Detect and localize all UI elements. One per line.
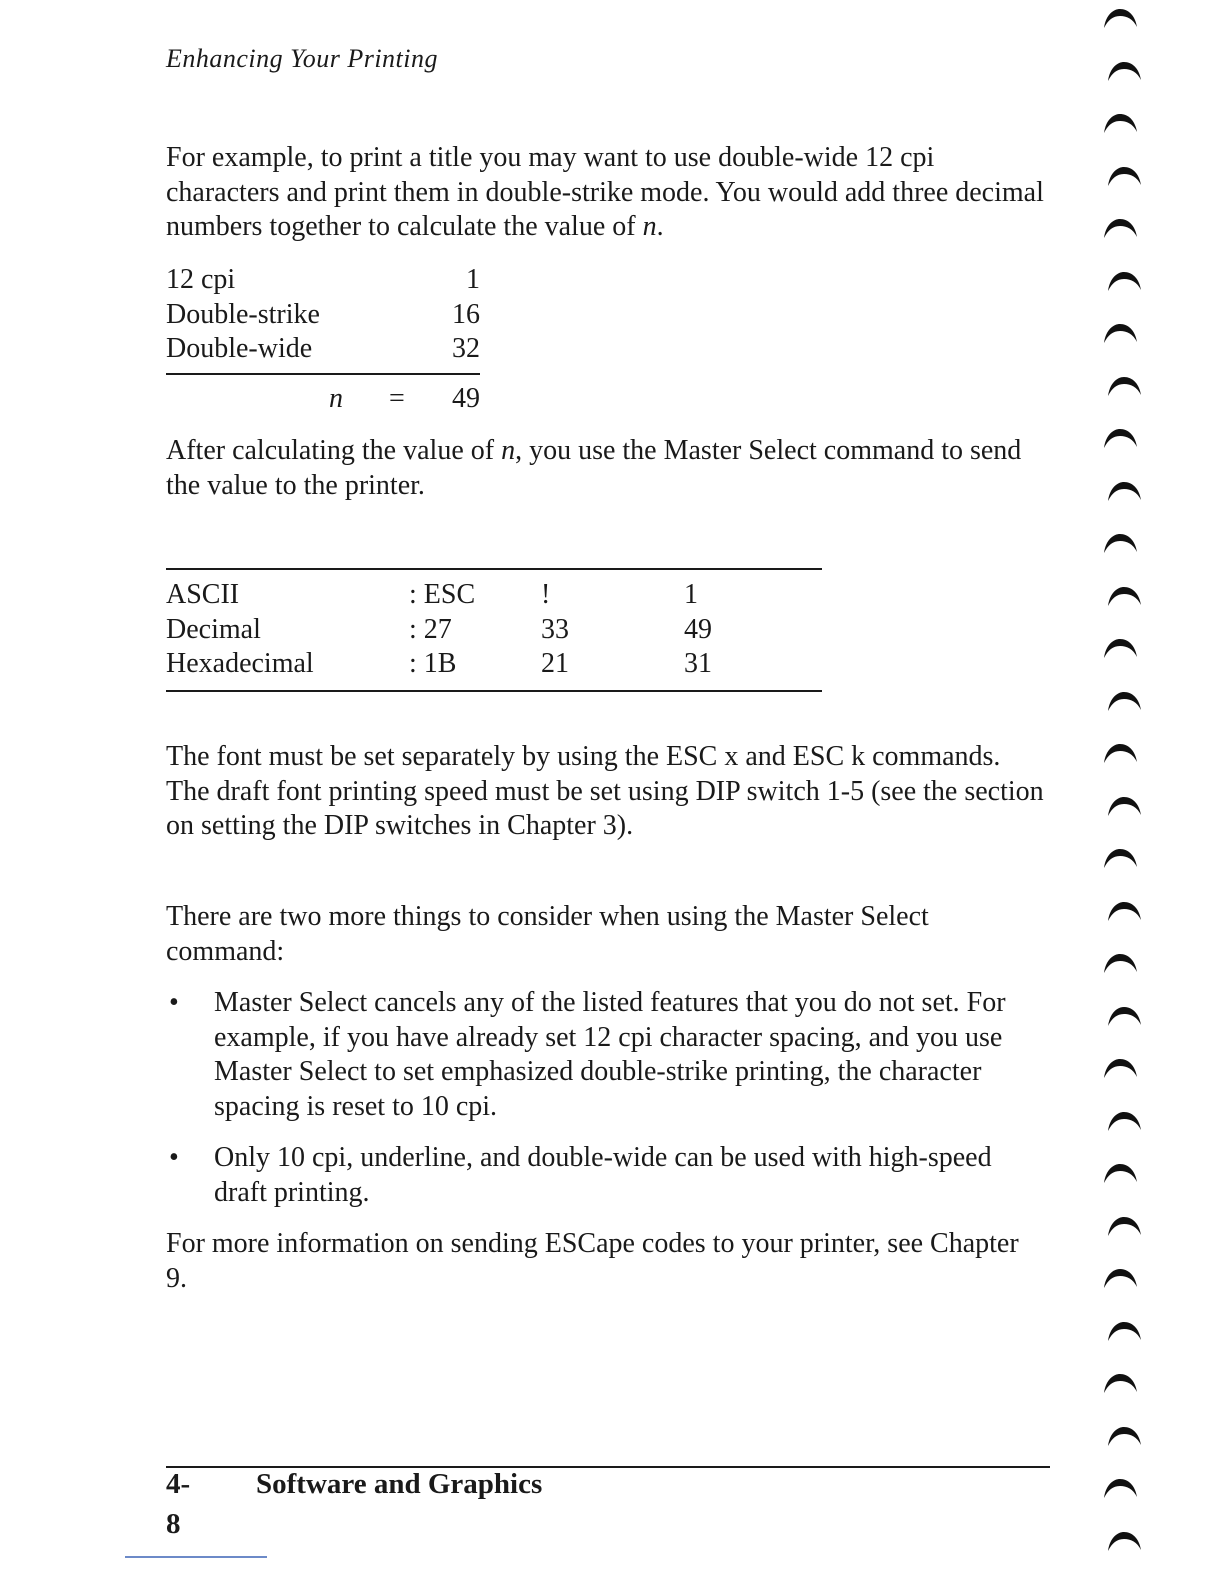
binding-hole-icon xyxy=(1104,794,1144,818)
binding-hole-icon xyxy=(1100,1476,1140,1500)
command-table xyxy=(166,568,822,692)
cell: : ESC xyxy=(409,579,476,610)
binding-hole-icon xyxy=(1100,216,1140,240)
calc-total xyxy=(166,382,482,416)
binding-hole-icon xyxy=(1100,531,1140,555)
two-more-paragraph: There are two more things to consider when using the Master Select command: xyxy=(166,901,929,967)
binding-hole-icon xyxy=(1100,636,1140,660)
calc-row xyxy=(166,298,482,333)
calc-label: Double-strike xyxy=(166,298,320,330)
binding-hole-icon xyxy=(1100,1371,1140,1395)
chapter-title: Software and Graphics xyxy=(256,1468,543,1500)
after-calc-variable: n xyxy=(501,435,516,466)
binding-hole-icon xyxy=(1100,111,1140,135)
bullet-text: Master Select cancels any of the listed features that you do not set. For example, if you have already set 12 cpi character spacing, and you use Master Select to set emphasized double-strike printing, the character spacing is reset to 10 cpi. xyxy=(214,987,1006,1122)
calc-value: 16 xyxy=(452,298,480,330)
binding-hole-icon xyxy=(1104,269,1144,293)
binding-hole-icon xyxy=(1104,374,1144,398)
calc-value: 1 xyxy=(466,264,480,295)
table-bottom-rule xyxy=(166,690,822,692)
calc-label: Double-wide xyxy=(166,333,313,364)
binding-hole-icon xyxy=(1100,321,1140,345)
bullet-text: Only 10 cpi, underline, and double-wide can be used with high-speed draft printing. xyxy=(214,1142,992,1208)
spiral-binding xyxy=(1100,0,1150,1584)
table-row xyxy=(166,647,822,682)
binding-hole-icon xyxy=(1104,479,1144,503)
binding-hole-icon xyxy=(1104,1004,1144,1028)
cell: 49 xyxy=(684,613,712,645)
cell: : 27 xyxy=(409,613,452,645)
binding-hole-icon xyxy=(1100,1266,1140,1290)
calc-label: 12 cpi xyxy=(166,264,236,295)
row-label: ASCII xyxy=(166,579,240,610)
cell: 33 xyxy=(541,613,569,645)
bullet-list xyxy=(166,986,1046,1227)
table-row xyxy=(166,578,822,613)
table-row xyxy=(166,613,822,648)
binding-hole-icon xyxy=(1100,6,1140,30)
list-item xyxy=(166,1141,1046,1210)
scan-artifact-line xyxy=(125,1556,267,1558)
binding-hole-icon xyxy=(1104,1109,1144,1133)
binding-hole-icon xyxy=(1104,689,1144,713)
running-head: Enhancing Your Printing xyxy=(166,44,439,73)
intro-end: . xyxy=(656,211,664,242)
cell: : 1B xyxy=(409,648,457,679)
intro-variable: n xyxy=(642,211,657,242)
binding-hole-icon xyxy=(1100,1056,1140,1080)
cell: 31 xyxy=(684,648,712,679)
total-value: 49 xyxy=(452,383,480,414)
font-note-paragraph: The font must be set separately by using the ESC x and ESC k commands. The draft font printing speed must be set using DIP switch 1-5 (see the section on setting the DIP switches in Chapter 3). xyxy=(166,741,1044,841)
calc-value: 32 xyxy=(452,333,480,364)
binding-hole-icon xyxy=(1100,1161,1140,1185)
sum-rule xyxy=(166,373,480,375)
binding-hole-icon xyxy=(1104,584,1144,608)
after-calc-before: After calculating the value of xyxy=(166,435,502,466)
binding-hole-icon xyxy=(1104,1319,1144,1343)
list-item xyxy=(166,986,1046,1124)
cell: 1 xyxy=(684,579,698,610)
binding-hole-icon xyxy=(1104,1424,1144,1448)
after-calc-after: , you use the Master Select command to send the value to the printer. xyxy=(166,435,1022,501)
more-info-paragraph: For more information on sending ESCape codes to your printer, see Chapter 9. xyxy=(166,1228,1019,1294)
equals-sign: = xyxy=(389,383,405,414)
bullet-icon: • xyxy=(169,1142,179,1173)
binding-hole-icon xyxy=(1104,1529,1144,1553)
binding-hole-icon xyxy=(1100,741,1140,765)
cell: 21 xyxy=(541,648,569,679)
intro-text: For example, to print a title you may want to use double-wide 12 cpi characters and print them in double-strike mode. You would add three decimal numbers together to calculate the value of xyxy=(166,142,1044,242)
binding-hole-icon xyxy=(1100,426,1140,450)
page-number: 4-8 xyxy=(166,1468,191,1540)
binding-hole-icon xyxy=(1104,59,1144,83)
total-variable: n xyxy=(329,383,343,414)
calc-row xyxy=(166,263,482,298)
binding-hole-icon xyxy=(1104,164,1144,188)
calculation-table xyxy=(166,263,482,367)
row-label: Hexadecimal xyxy=(166,648,314,679)
bullet-icon: • xyxy=(169,987,179,1018)
binding-hole-icon xyxy=(1100,951,1140,975)
cell: ! xyxy=(541,579,551,610)
calc-row xyxy=(166,332,482,367)
binding-hole-icon xyxy=(1100,846,1140,870)
row-label: Decimal xyxy=(166,613,261,645)
binding-hole-icon xyxy=(1104,1214,1144,1238)
binding-hole-icon xyxy=(1104,899,1144,923)
intro-paragraph xyxy=(166,141,1046,245)
after-calc-paragraph xyxy=(166,434,1046,503)
